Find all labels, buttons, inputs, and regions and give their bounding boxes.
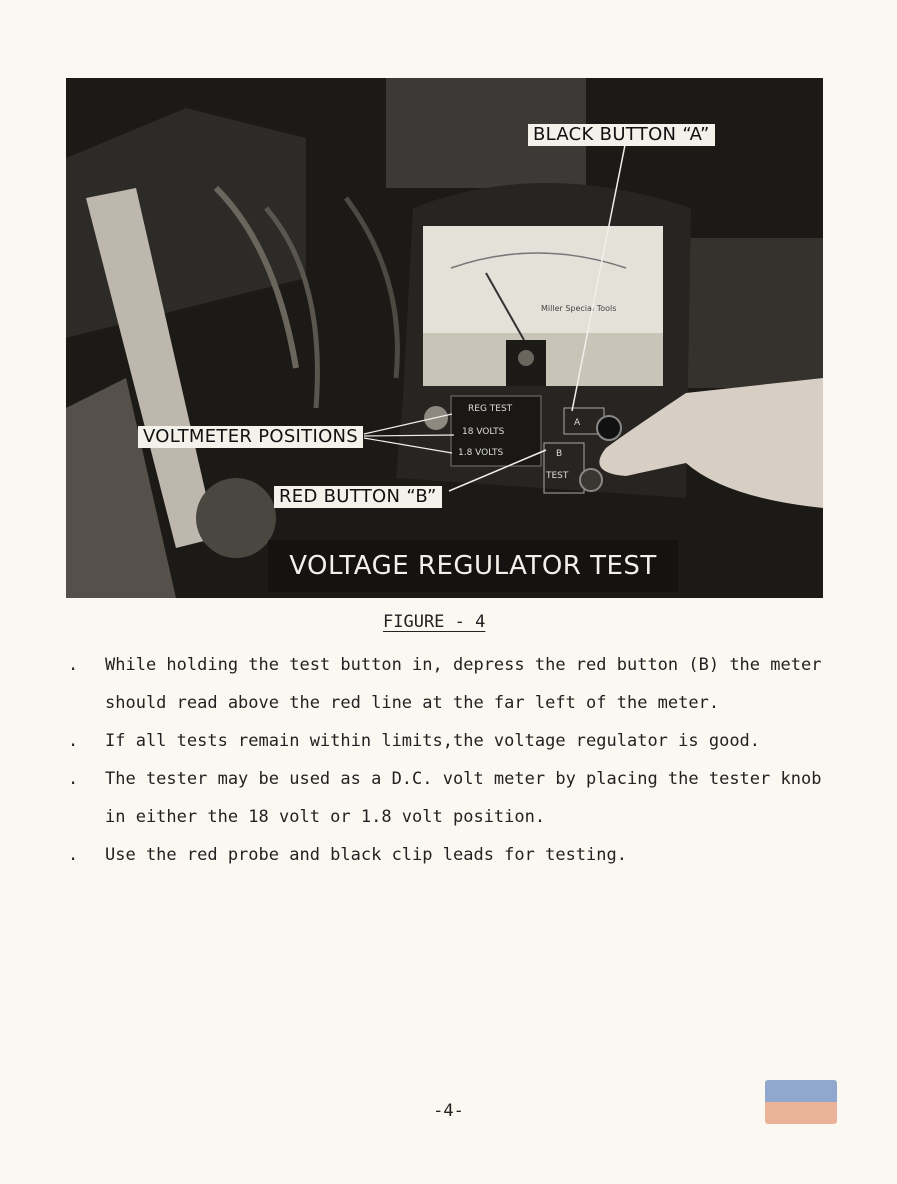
bullet-mark: . [68,655,79,675]
meter-button-label: B [556,449,563,459]
bullet-text: If all tests remain within limits,the voltage regulator is good. [105,731,761,751]
bullet-mark: . [68,845,79,865]
black-button-a [597,416,621,440]
figure-title-overlay: VOLTAGE REGULATOR TEST [268,540,678,592]
instruction-list [68,646,828,874]
watermark-bottom [765,1102,837,1124]
figure-photo [66,78,823,598]
list-item [68,646,828,722]
black-button-label: BLACK BUTTON “A” [528,124,715,146]
list-item [68,760,828,836]
bullet-text: While holding the test button in, depress the red button (B) the meter should read above the red line at the far left of the meter. [105,655,822,713]
meter-button-label: TEST [546,471,569,481]
list-item [68,836,828,874]
meter-panel-label: 18 VOLTS [462,427,505,437]
bullet-text: Use the red probe and black clip leads for testing. [105,845,627,865]
voltmeter-positions-label: VOLTMETER POSITIONS [138,426,363,448]
bullet-mark: . [68,769,79,789]
meter-panel-label: REG TEST [468,404,513,414]
figure-caption: FIGURE - 4 [383,612,486,632]
meter-panel-label: 1.8 VOLTS [458,448,504,458]
engine-photo [66,78,823,598]
red-button-label: RED BUTTON “B” [274,486,442,508]
meter-face-text: Miller Special Tools [541,304,617,313]
page-number: -4- [433,1101,464,1121]
bullet-mark: . [68,731,79,751]
meter-button-label: A [574,418,581,428]
bullet-text: The tester may be used as a D.C. volt meter by placing the tester knob in either the 18 volt or 1.8 volt position. [105,769,822,827]
list-item [68,722,828,760]
watermark-top [765,1080,837,1102]
watermark-logo [765,1080,837,1124]
red-button-b [580,469,602,491]
